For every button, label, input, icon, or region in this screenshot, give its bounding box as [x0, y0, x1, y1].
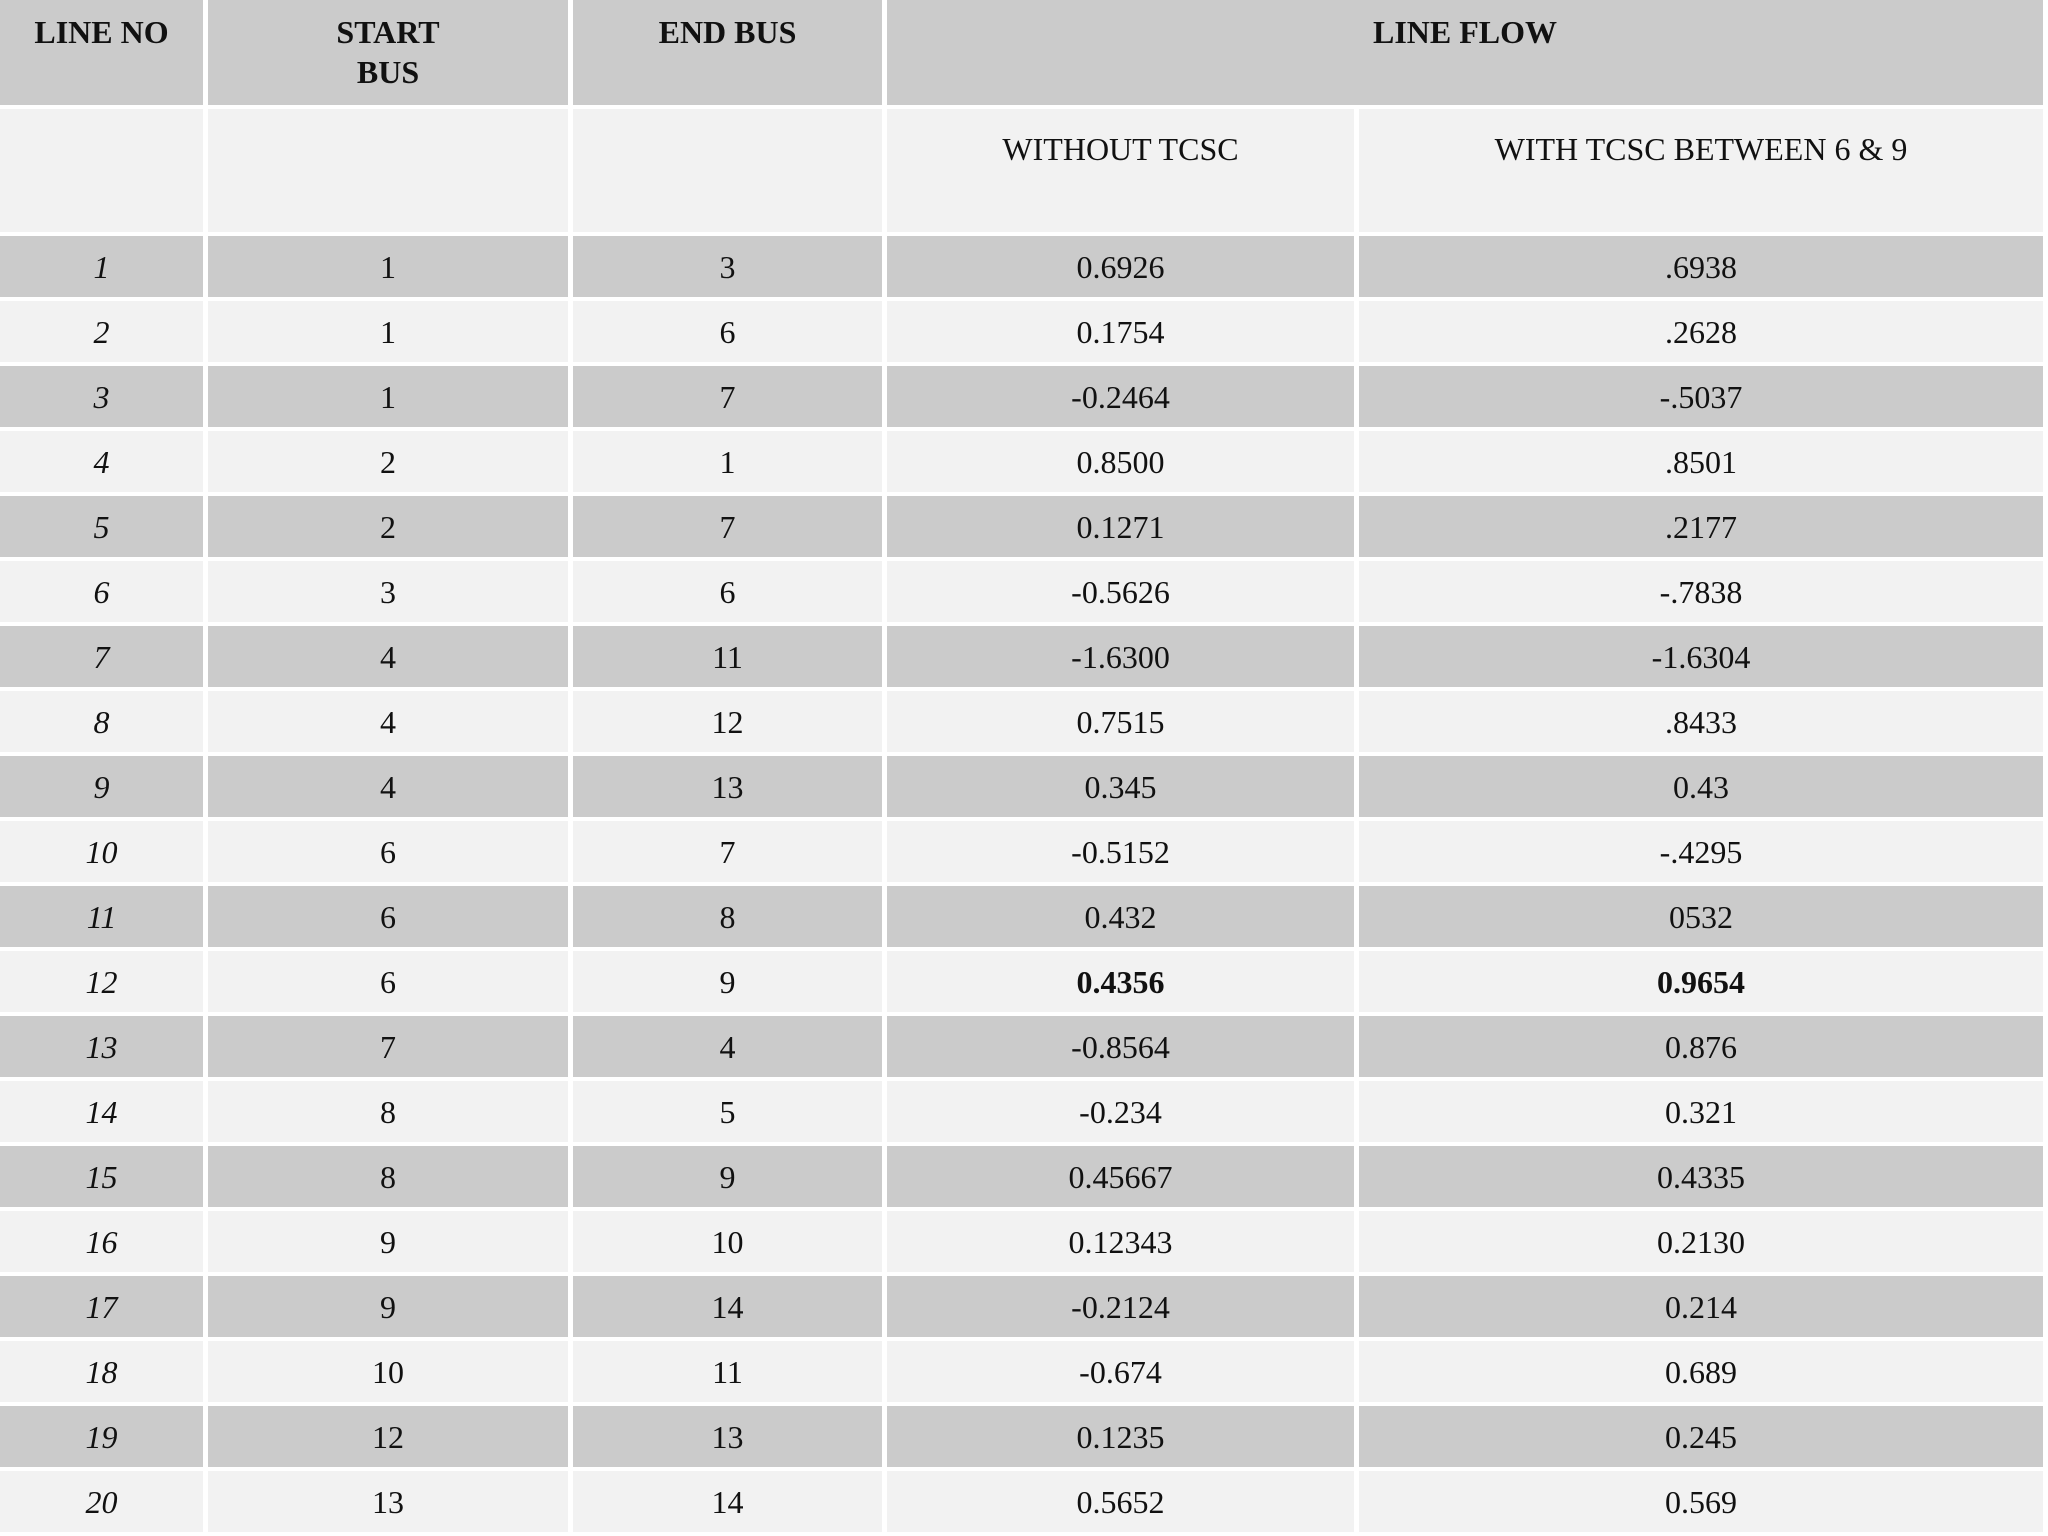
start-bus-cell: 6: [208, 951, 568, 1012]
without-tcsc-cell: 0.345: [887, 756, 1354, 817]
start-bus-cell: 13: [208, 1471, 568, 1532]
table-row: [0, 886, 2043, 947]
table-row: [0, 1211, 2043, 1272]
without-tcsc-cell: 0.7515: [887, 691, 1354, 752]
end-bus-cell: 9: [573, 1146, 882, 1207]
table-row: [0, 1471, 2043, 1532]
with-tcsc-cell: -.7838: [1359, 561, 2043, 622]
start-bus-cell: 7: [208, 1016, 568, 1077]
line-no-cell: 9: [0, 756, 203, 817]
table-row: [0, 1406, 2043, 1467]
end-bus-cell: 3: [573, 236, 882, 297]
without-tcsc-cell: -0.674: [887, 1341, 1354, 1402]
table-row: [0, 626, 2043, 687]
line-no-cell: 10: [0, 821, 203, 882]
with-tcsc-cell: 0.4335: [1359, 1146, 2043, 1207]
start-bus-cell: 12: [208, 1406, 568, 1467]
with-tcsc-cell: 0.9654: [1359, 951, 2043, 1012]
line-no-cell: 17: [0, 1276, 203, 1337]
start-bus-cell: 6: [208, 886, 568, 947]
line-no-cell: 6: [0, 561, 203, 622]
header-row: [0, 0, 2043, 105]
with-tcsc-cell: .8433: [1359, 691, 2043, 752]
with-tcsc-cell: 0.689: [1359, 1341, 2043, 1402]
end-bus-cell: 7: [573, 366, 882, 427]
without-tcsc-cell: 0.45667: [887, 1146, 1354, 1207]
table-row: [0, 1016, 2043, 1077]
line-no-cell: 5: [0, 496, 203, 557]
table-row: [0, 561, 2043, 622]
with-tcsc-cell: -1.6304: [1359, 626, 2043, 687]
end-bus-cell: 9: [573, 951, 882, 1012]
without-tcsc-cell: -0.2124: [887, 1276, 1354, 1337]
table-row: [0, 1341, 2043, 1402]
header-start-bus: [208, 0, 568, 105]
line-no-cell: 2: [0, 301, 203, 362]
start-bus-cell: 1: [208, 301, 568, 362]
table-row: [0, 431, 2043, 492]
start-bus-cell: 6: [208, 821, 568, 882]
end-bus-cell: 5: [573, 1081, 882, 1142]
line-no-cell: 4: [0, 431, 203, 492]
end-bus-cell: 8: [573, 886, 882, 947]
with-tcsc-cell: 0.321: [1359, 1081, 2043, 1142]
end-bus-cell: 11: [573, 1341, 882, 1402]
end-bus-cell: 6: [573, 561, 882, 622]
line-no-cell: 8: [0, 691, 203, 752]
without-tcsc-cell: -1.6300: [887, 626, 1354, 687]
table-row: [0, 1276, 2043, 1337]
without-tcsc-cell: 0.8500: [887, 431, 1354, 492]
table-row: [0, 1081, 2043, 1142]
with-tcsc-cell: 0.43: [1359, 756, 2043, 817]
line-no-cell: 12: [0, 951, 203, 1012]
line-no-cell: 7: [0, 626, 203, 687]
with-tcsc-cell: -.4295: [1359, 821, 2043, 882]
without-tcsc-cell: -0.8564: [887, 1016, 1354, 1077]
header-start-bus-line1: START: [336, 14, 440, 50]
without-tcsc-cell: 0.12343: [887, 1211, 1354, 1272]
end-bus-cell: 12: [573, 691, 882, 752]
with-tcsc-cell: -.5037: [1359, 366, 2043, 427]
end-bus-cell: 11: [573, 626, 882, 687]
without-tcsc-cell: -0.234: [887, 1081, 1354, 1142]
start-bus-cell: 8: [208, 1081, 568, 1142]
header-line-flow: LINE FLOW: [887, 0, 2043, 105]
with-tcsc-cell: 0.245: [1359, 1406, 2043, 1467]
start-bus-cell: 9: [208, 1276, 568, 1337]
end-bus-cell: 13: [573, 756, 882, 817]
line-no-cell: 19: [0, 1406, 203, 1467]
subheader-empty-2: [208, 109, 568, 232]
with-tcsc-cell: .2177: [1359, 496, 2043, 557]
end-bus-cell: 14: [573, 1471, 882, 1532]
table-row: [0, 496, 2043, 557]
subheader-row: [0, 109, 2043, 232]
start-bus-cell: 10: [208, 1341, 568, 1402]
table-row: [0, 951, 2043, 1012]
start-bus-cell: 4: [208, 756, 568, 817]
with-tcsc-cell: 0.876: [1359, 1016, 2043, 1077]
end-bus-cell: 6: [573, 301, 882, 362]
subheader-without-tcsc: WITHOUT TCSC: [887, 109, 1354, 232]
line-no-cell: 11: [0, 886, 203, 947]
start-bus-cell: 2: [208, 431, 568, 492]
without-tcsc-cell: 0.5652: [887, 1471, 1354, 1532]
start-bus-cell: 9: [208, 1211, 568, 1272]
start-bus-cell: 3: [208, 561, 568, 622]
line-no-cell: 1: [0, 236, 203, 297]
start-bus-cell: 4: [208, 626, 568, 687]
end-bus-cell: 7: [573, 821, 882, 882]
start-bus-cell: 1: [208, 236, 568, 297]
start-bus-cell: 4: [208, 691, 568, 752]
start-bus-cell: 2: [208, 496, 568, 557]
without-tcsc-cell: 0.1754: [887, 301, 1354, 362]
with-tcsc-cell: 0.214: [1359, 1276, 2043, 1337]
line-no-cell: 18: [0, 1341, 203, 1402]
without-tcsc-cell: 0.6926: [887, 236, 1354, 297]
table-row: [0, 366, 2043, 427]
subheader-empty-1: [0, 109, 203, 232]
line-no-cell: 16: [0, 1211, 203, 1272]
without-tcsc-cell: -0.5152: [887, 821, 1354, 882]
table-row: [0, 236, 2043, 297]
header-start-bus-line2: BUS: [356, 54, 420, 90]
table-row: [0, 756, 2043, 817]
with-tcsc-cell: .6938: [1359, 236, 2043, 297]
end-bus-cell: 10: [573, 1211, 882, 1272]
start-bus-cell: 8: [208, 1146, 568, 1207]
end-bus-cell: 14: [573, 1276, 882, 1337]
without-tcsc-cell: 0.1235: [887, 1406, 1354, 1467]
without-tcsc-cell: 0.432: [887, 886, 1354, 947]
line-no-cell: 3: [0, 366, 203, 427]
with-tcsc-cell: 0.2130: [1359, 1211, 2043, 1272]
table-row: [0, 1146, 2043, 1207]
without-tcsc-cell: 0.4356: [887, 951, 1354, 1012]
table-row: [0, 301, 2043, 362]
header-line-no: LINE NO: [0, 0, 203, 105]
end-bus-cell: 13: [573, 1406, 882, 1467]
without-tcsc-cell: 0.1271: [887, 496, 1354, 557]
subheader-empty-3: [573, 109, 882, 232]
without-tcsc-cell: -0.2464: [887, 366, 1354, 427]
without-tcsc-cell: -0.5626: [887, 561, 1354, 622]
line-no-cell: 14: [0, 1081, 203, 1142]
end-bus-cell: 4: [573, 1016, 882, 1077]
with-tcsc-cell: .8501: [1359, 431, 2043, 492]
line-no-cell: 15: [0, 1146, 203, 1207]
end-bus-cell: 7: [573, 496, 882, 557]
with-tcsc-cell: 0.569: [1359, 1471, 2043, 1532]
header-end-bus: END BUS: [573, 0, 882, 105]
line-no-cell: 20: [0, 1471, 203, 1532]
subheader-with-tcsc: WITH TCSC BETWEEN 6 & 9: [1359, 109, 2043, 232]
table-row: [0, 821, 2043, 882]
line-no-cell: 13: [0, 1016, 203, 1077]
with-tcsc-cell: 0532: [1359, 886, 2043, 947]
end-bus-cell: 1: [573, 431, 882, 492]
table-row: [0, 691, 2043, 752]
with-tcsc-cell: .2628: [1359, 301, 2043, 362]
start-bus-cell: 1: [208, 366, 568, 427]
